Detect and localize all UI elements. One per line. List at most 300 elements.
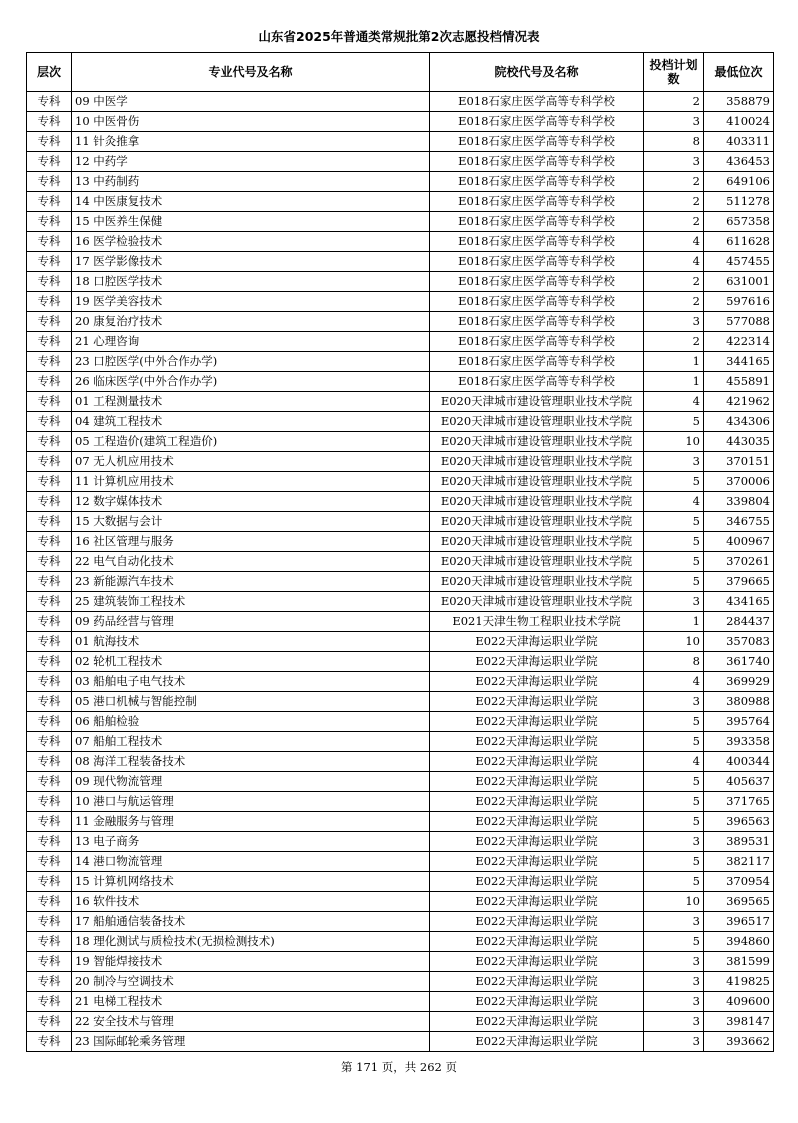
cell-level: 专科 xyxy=(27,372,72,392)
cell-major: 23 口腔医学(中外合作办学) xyxy=(72,352,430,372)
table-row xyxy=(27,432,774,452)
table-row xyxy=(27,1012,774,1032)
cell-plan: 3 xyxy=(644,312,704,332)
cell-rank: 346755 xyxy=(704,512,774,532)
cell-major: 08 海洋工程装备技术 xyxy=(72,752,430,772)
cell-rank: 369929 xyxy=(704,672,774,692)
cell-major: 12 中药学 xyxy=(72,152,430,172)
cell-plan: 2 xyxy=(644,92,704,112)
cell-level: 专科 xyxy=(27,592,72,612)
cell-school: E022天津海运职业学院 xyxy=(430,832,644,852)
table-row xyxy=(27,992,774,1012)
cell-plan: 3 xyxy=(644,692,704,712)
table-row xyxy=(27,952,774,972)
cell-major: 04 建筑工程技术 xyxy=(72,412,430,432)
cell-major: 07 无人机应用技术 xyxy=(72,452,430,472)
cell-plan: 3 xyxy=(644,112,704,132)
table-row xyxy=(27,132,774,152)
cell-plan: 4 xyxy=(644,232,704,252)
table-row xyxy=(27,932,774,952)
cell-school: E018石家庄医学高等专科学校 xyxy=(430,312,644,332)
cell-school: E022天津海运职业学院 xyxy=(430,932,644,952)
cell-plan: 2 xyxy=(644,332,704,352)
cell-rank: 370954 xyxy=(704,872,774,892)
cell-rank: 380988 xyxy=(704,692,774,712)
cell-plan: 1 xyxy=(644,372,704,392)
table-row xyxy=(27,752,774,772)
cell-rank: 611628 xyxy=(704,232,774,252)
table-row xyxy=(27,392,774,412)
cell-school: E018石家庄医学高等专科学校 xyxy=(430,152,644,172)
cell-school: E022天津海运职业学院 xyxy=(430,912,644,932)
cell-plan: 8 xyxy=(644,132,704,152)
cell-plan: 4 xyxy=(644,252,704,272)
cell-rank: 370006 xyxy=(704,472,774,492)
cell-plan: 3 xyxy=(644,592,704,612)
cell-level: 专科 xyxy=(27,632,72,652)
cell-plan: 8 xyxy=(644,652,704,672)
cell-level: 专科 xyxy=(27,192,72,212)
cell-plan: 3 xyxy=(644,832,704,852)
table-row xyxy=(27,912,774,932)
cell-plan: 5 xyxy=(644,732,704,752)
cell-major: 25 建筑装饰工程技术 xyxy=(72,592,430,612)
cell-rank: 394860 xyxy=(704,932,774,952)
cell-major: 23 新能源汽车技术 xyxy=(72,572,430,592)
table-row xyxy=(27,712,774,732)
table-row xyxy=(27,892,774,912)
cell-major: 10 港口与航运管理 xyxy=(72,792,430,812)
cell-rank: 410024 xyxy=(704,112,774,132)
cell-plan: 3 xyxy=(644,1032,704,1052)
cell-rank: 577088 xyxy=(704,312,774,332)
cell-plan: 5 xyxy=(644,852,704,872)
cell-level: 专科 xyxy=(27,772,72,792)
cell-school: E018石家庄医学高等专科学校 xyxy=(430,192,644,212)
cell-rank: 631001 xyxy=(704,272,774,292)
table-row xyxy=(27,832,774,852)
cell-level: 专科 xyxy=(27,472,72,492)
cell-level: 专科 xyxy=(27,692,72,712)
table-row xyxy=(27,92,774,112)
cell-rank: 358879 xyxy=(704,92,774,112)
table-row xyxy=(27,512,774,532)
cell-school: E020天津城市建设管理职业技术学院 xyxy=(430,392,644,412)
table-header-row xyxy=(27,53,774,92)
cell-major: 15 计算机网络技术 xyxy=(72,872,430,892)
cell-rank: 393662 xyxy=(704,1032,774,1052)
cell-level: 专科 xyxy=(27,292,72,312)
cell-rank: 357083 xyxy=(704,632,774,652)
cell-major: 20 康复治疗技术 xyxy=(72,312,430,332)
cell-school: E020天津城市建设管理职业技术学院 xyxy=(430,552,644,572)
cell-rank: 443035 xyxy=(704,432,774,452)
cell-school: E018石家庄医学高等专科学校 xyxy=(430,272,644,292)
cell-major: 10 中医骨伤 xyxy=(72,112,430,132)
cell-school: E022天津海运职业学院 xyxy=(430,812,644,832)
cell-level: 专科 xyxy=(27,172,72,192)
cell-rank: 398147 xyxy=(704,1012,774,1032)
cell-major: 18 理化测试与质检技术(无损检测技术) xyxy=(72,932,430,952)
cell-plan: 5 xyxy=(644,712,704,732)
header-school: 院校代号及名称 xyxy=(430,53,644,92)
cell-level: 专科 xyxy=(27,532,72,552)
cell-major: 09 现代物流管理 xyxy=(72,772,430,792)
cell-plan: 5 xyxy=(644,932,704,952)
cell-school: E020天津城市建设管理职业技术学院 xyxy=(430,532,644,552)
cell-school: E018石家庄医学高等专科学校 xyxy=(430,252,644,272)
cell-major: 22 电气自动化技术 xyxy=(72,552,430,572)
cell-rank: 370151 xyxy=(704,452,774,472)
admission-table xyxy=(26,52,774,1052)
cell-plan: 10 xyxy=(644,432,704,452)
cell-rank: 382117 xyxy=(704,852,774,872)
cell-school: E018石家庄医学高等专科学校 xyxy=(430,352,644,372)
cell-rank: 597616 xyxy=(704,292,774,312)
table-row xyxy=(27,852,774,872)
header-rank: 最低位次 xyxy=(704,53,774,92)
cell-plan: 2 xyxy=(644,272,704,292)
cell-major: 01 航海技术 xyxy=(72,632,430,652)
header-plan xyxy=(644,53,704,92)
cell-level: 专科 xyxy=(27,232,72,252)
cell-plan: 2 xyxy=(644,212,704,232)
cell-rank: 400344 xyxy=(704,752,774,772)
cell-plan: 5 xyxy=(644,532,704,552)
cell-major: 11 计算机应用技术 xyxy=(72,472,430,492)
table-row xyxy=(27,492,774,512)
cell-major: 14 港口物流管理 xyxy=(72,852,430,872)
cell-major: 18 口腔医学技术 xyxy=(72,272,430,292)
cell-plan: 3 xyxy=(644,152,704,172)
cell-rank: 284437 xyxy=(704,612,774,632)
cell-level: 专科 xyxy=(27,132,72,152)
cell-level: 专科 xyxy=(27,272,72,292)
cell-major: 07 船舶工程技术 xyxy=(72,732,430,752)
cell-school: E020天津城市建设管理职业技术学院 xyxy=(430,572,644,592)
cell-level: 专科 xyxy=(27,152,72,172)
cell-major: 05 港口机械与智能控制 xyxy=(72,692,430,712)
cell-major: 21 电梯工程技术 xyxy=(72,992,430,1012)
cell-level: 专科 xyxy=(27,732,72,752)
cell-major: 19 智能焊接技术 xyxy=(72,952,430,972)
cell-major: 20 制冷与空调技术 xyxy=(72,972,430,992)
table-row xyxy=(27,532,774,552)
cell-major: 17 医学影像技术 xyxy=(72,252,430,272)
cell-level: 专科 xyxy=(27,972,72,992)
cell-level: 专科 xyxy=(27,932,72,952)
cell-school: E020天津城市建设管理职业技术学院 xyxy=(430,492,644,512)
cell-plan: 5 xyxy=(644,472,704,492)
cell-rank: 393358 xyxy=(704,732,774,752)
cell-plan: 5 xyxy=(644,792,704,812)
cell-plan: 2 xyxy=(644,172,704,192)
cell-school: E020天津城市建设管理职业技术学院 xyxy=(430,472,644,492)
cell-plan: 4 xyxy=(644,392,704,412)
cell-rank: 455891 xyxy=(704,372,774,392)
cell-plan: 5 xyxy=(644,872,704,892)
cell-level: 专科 xyxy=(27,392,72,412)
cell-rank: 419825 xyxy=(704,972,774,992)
table-row xyxy=(27,972,774,992)
cell-school: E022天津海运职业学院 xyxy=(430,732,644,752)
cell-school: E018石家庄医学高等专科学校 xyxy=(430,372,644,392)
cell-level: 专科 xyxy=(27,1012,72,1032)
cell-major: 26 临床医学(中外合作办学) xyxy=(72,372,430,392)
cell-school: E022天津海运职业学院 xyxy=(430,872,644,892)
cell-school: E020天津城市建设管理职业技术学院 xyxy=(430,432,644,452)
table-row xyxy=(27,412,774,432)
table-row xyxy=(27,212,774,232)
cell-rank: 400967 xyxy=(704,532,774,552)
cell-level: 专科 xyxy=(27,952,72,972)
cell-level: 专科 xyxy=(27,212,72,232)
header-level: 层次 xyxy=(27,53,72,92)
cell-level: 专科 xyxy=(27,892,72,912)
cell-rank: 396517 xyxy=(704,912,774,932)
cell-plan: 3 xyxy=(644,452,704,472)
cell-plan: 3 xyxy=(644,972,704,992)
cell-plan: 3 xyxy=(644,912,704,932)
table-row xyxy=(27,172,774,192)
cell-school: E022天津海运职业学院 xyxy=(430,1012,644,1032)
cell-level: 专科 xyxy=(27,92,72,112)
table-row xyxy=(27,572,774,592)
cell-plan: 5 xyxy=(644,772,704,792)
cell-level: 专科 xyxy=(27,752,72,772)
table-row xyxy=(27,592,774,612)
cell-school: E021天津生物工程职业技术学院 xyxy=(430,612,644,632)
cell-level: 专科 xyxy=(27,912,72,932)
table-row xyxy=(27,472,774,492)
cell-school: E022天津海运职业学院 xyxy=(430,772,644,792)
cell-plan: 2 xyxy=(644,192,704,212)
cell-level: 专科 xyxy=(27,872,72,892)
cell-plan: 2 xyxy=(644,292,704,312)
table-row xyxy=(27,652,774,672)
cell-major: 13 电子商务 xyxy=(72,832,430,852)
cell-rank: 657358 xyxy=(704,212,774,232)
table-row xyxy=(27,872,774,892)
cell-school: E022天津海运职业学院 xyxy=(430,972,644,992)
cell-rank: 339804 xyxy=(704,492,774,512)
cell-school: E022天津海运职业学院 xyxy=(430,672,644,692)
cell-plan: 4 xyxy=(644,752,704,772)
cell-school: E022天津海运职业学院 xyxy=(430,952,644,972)
cell-major: 16 软件技术 xyxy=(72,892,430,912)
table-row xyxy=(27,112,774,132)
cell-level: 专科 xyxy=(27,352,72,372)
cell-plan: 5 xyxy=(644,512,704,532)
cell-level: 专科 xyxy=(27,612,72,632)
table-row xyxy=(27,232,774,252)
cell-major: 22 安全技术与管理 xyxy=(72,1012,430,1032)
cell-rank: 434306 xyxy=(704,412,774,432)
cell-level: 专科 xyxy=(27,572,72,592)
cell-school: E020天津城市建设管理职业技术学院 xyxy=(430,452,644,472)
cell-plan: 4 xyxy=(644,672,704,692)
cell-major: 21 心理咨询 xyxy=(72,332,430,352)
cell-rank: 434165 xyxy=(704,592,774,612)
cell-rank: 403311 xyxy=(704,132,774,152)
cell-plan: 5 xyxy=(644,572,704,592)
table-row xyxy=(27,352,774,372)
cell-major: 19 医学美容技术 xyxy=(72,292,430,312)
cell-level: 专科 xyxy=(27,792,72,812)
cell-level: 专科 xyxy=(27,992,72,1012)
cell-rank: 436453 xyxy=(704,152,774,172)
table-row xyxy=(27,372,774,392)
table-row xyxy=(27,672,774,692)
cell-rank: 396563 xyxy=(704,812,774,832)
cell-major: 15 大数据与会计 xyxy=(72,512,430,532)
cell-rank: 389531 xyxy=(704,832,774,852)
cell-plan: 5 xyxy=(644,812,704,832)
cell-rank: 405637 xyxy=(704,772,774,792)
cell-level: 专科 xyxy=(27,492,72,512)
cell-plan: 3 xyxy=(644,952,704,972)
cell-rank: 361740 xyxy=(704,652,774,672)
cell-school: E022天津海运职业学院 xyxy=(430,852,644,872)
cell-school: E022天津海运职业学院 xyxy=(430,652,644,672)
cell-rank: 457455 xyxy=(704,252,774,272)
table-row xyxy=(27,812,774,832)
cell-major: 06 船舶检验 xyxy=(72,712,430,732)
cell-major: 02 轮机工程技术 xyxy=(72,652,430,672)
cell-school: E020天津城市建设管理职业技术学院 xyxy=(430,512,644,532)
cell-school: E018石家庄医学高等专科学校 xyxy=(430,212,644,232)
cell-level: 专科 xyxy=(27,1032,72,1052)
table-row xyxy=(27,772,774,792)
cell-plan: 1 xyxy=(644,352,704,372)
cell-rank: 369565 xyxy=(704,892,774,912)
cell-school: E018石家庄医学高等专科学校 xyxy=(430,132,644,152)
cell-level: 专科 xyxy=(27,712,72,732)
cell-level: 专科 xyxy=(27,412,72,432)
cell-level: 专科 xyxy=(27,512,72,532)
cell-level: 专科 xyxy=(27,332,72,352)
cell-major: 13 中药制药 xyxy=(72,172,430,192)
cell-school: E018石家庄医学高等专科学校 xyxy=(430,92,644,112)
table-row xyxy=(27,152,774,172)
table-row xyxy=(27,632,774,652)
cell-school: E022天津海运职业学院 xyxy=(430,892,644,912)
table-row xyxy=(27,1032,774,1052)
cell-rank: 409600 xyxy=(704,992,774,1012)
table-row xyxy=(27,452,774,472)
cell-school: E022天津海运职业学院 xyxy=(430,1032,644,1052)
cell-plan: 1 xyxy=(644,612,704,632)
cell-major: 23 国际邮轮乘务管理 xyxy=(72,1032,430,1052)
header-plan-line2: 数 xyxy=(667,72,680,86)
cell-level: 专科 xyxy=(27,432,72,452)
table-body xyxy=(27,92,774,1052)
cell-level: 专科 xyxy=(27,812,72,832)
cell-major: 03 船舶电子电气技术 xyxy=(72,672,430,692)
cell-level: 专科 xyxy=(27,112,72,132)
cell-major: 12 数字媒体技术 xyxy=(72,492,430,512)
cell-major: 14 中医康复技术 xyxy=(72,192,430,212)
cell-plan: 5 xyxy=(644,552,704,572)
cell-rank: 344165 xyxy=(704,352,774,372)
cell-rank: 422314 xyxy=(704,332,774,352)
cell-rank: 511278 xyxy=(704,192,774,212)
cell-school: E020天津城市建设管理职业技术学院 xyxy=(430,592,644,612)
cell-major: 11 金融服务与管理 xyxy=(72,812,430,832)
cell-rank: 395764 xyxy=(704,712,774,732)
table-row xyxy=(27,312,774,332)
cell-major: 15 中医养生保健 xyxy=(72,212,430,232)
page-title: 山东省2025年普通类常规批第2次志愿投档情况表 xyxy=(258,29,540,44)
cell-school: E022天津海运职业学院 xyxy=(430,692,644,712)
cell-school: E022天津海运职业学院 xyxy=(430,632,644,652)
cell-school: E020天津城市建设管理职业技术学院 xyxy=(430,412,644,432)
page-footer: 第 171 页，共 262 页 xyxy=(340,1060,458,1074)
cell-plan: 5 xyxy=(644,412,704,432)
cell-plan: 3 xyxy=(644,992,704,1012)
header-plan-line1: 投档计划 xyxy=(649,58,698,72)
table-row xyxy=(27,192,774,212)
cell-major: 11 针灸推拿 xyxy=(72,132,430,152)
cell-plan: 4 xyxy=(644,492,704,512)
cell-school: E022天津海运职业学院 xyxy=(430,792,644,812)
cell-rank: 379665 xyxy=(704,572,774,592)
cell-rank: 381599 xyxy=(704,952,774,972)
cell-school: E018石家庄医学高等专科学校 xyxy=(430,292,644,312)
cell-plan: 10 xyxy=(644,632,704,652)
cell-school: E018石家庄医学高等专科学校 xyxy=(430,112,644,132)
cell-major: 05 工程造价(建筑工程造价) xyxy=(72,432,430,452)
cell-level: 专科 xyxy=(27,312,72,332)
cell-school: E022天津海运职业学院 xyxy=(430,712,644,732)
cell-plan: 10 xyxy=(644,892,704,912)
cell-rank: 421962 xyxy=(704,392,774,412)
cell-level: 专科 xyxy=(27,452,72,472)
cell-level: 专科 xyxy=(27,672,72,692)
cell-level: 专科 xyxy=(27,252,72,272)
cell-level: 专科 xyxy=(27,552,72,572)
cell-major: 17 船舶通信装备技术 xyxy=(72,912,430,932)
cell-major: 16 医学检验技术 xyxy=(72,232,430,252)
cell-school: E022天津海运职业学院 xyxy=(430,752,644,772)
cell-major: 16 社区管理与服务 xyxy=(72,532,430,552)
cell-major: 09 药品经营与管理 xyxy=(72,612,430,632)
table-row xyxy=(27,292,774,312)
header-major: 专业代号及名称 xyxy=(72,53,430,92)
cell-level: 专科 xyxy=(27,832,72,852)
table-row xyxy=(27,252,774,272)
table-row xyxy=(27,332,774,352)
cell-major: 09 中医学 xyxy=(72,92,430,112)
cell-level: 专科 xyxy=(27,652,72,672)
cell-school: E018石家庄医学高等专科学校 xyxy=(430,172,644,192)
cell-plan: 3 xyxy=(644,1012,704,1032)
cell-rank: 649106 xyxy=(704,172,774,192)
table-row xyxy=(27,612,774,632)
cell-rank: 370261 xyxy=(704,552,774,572)
cell-major: 01 工程测量技术 xyxy=(72,392,430,412)
table-row xyxy=(27,552,774,572)
table-row xyxy=(27,732,774,752)
cell-school: E018石家庄医学高等专科学校 xyxy=(430,232,644,252)
cell-school: E018石家庄医学高等专科学校 xyxy=(430,332,644,352)
table-row xyxy=(27,692,774,712)
cell-rank: 371765 xyxy=(704,792,774,812)
cell-school: E022天津海运职业学院 xyxy=(430,992,644,1012)
table-row xyxy=(27,792,774,812)
table-row xyxy=(27,272,774,292)
cell-level: 专科 xyxy=(27,852,72,872)
